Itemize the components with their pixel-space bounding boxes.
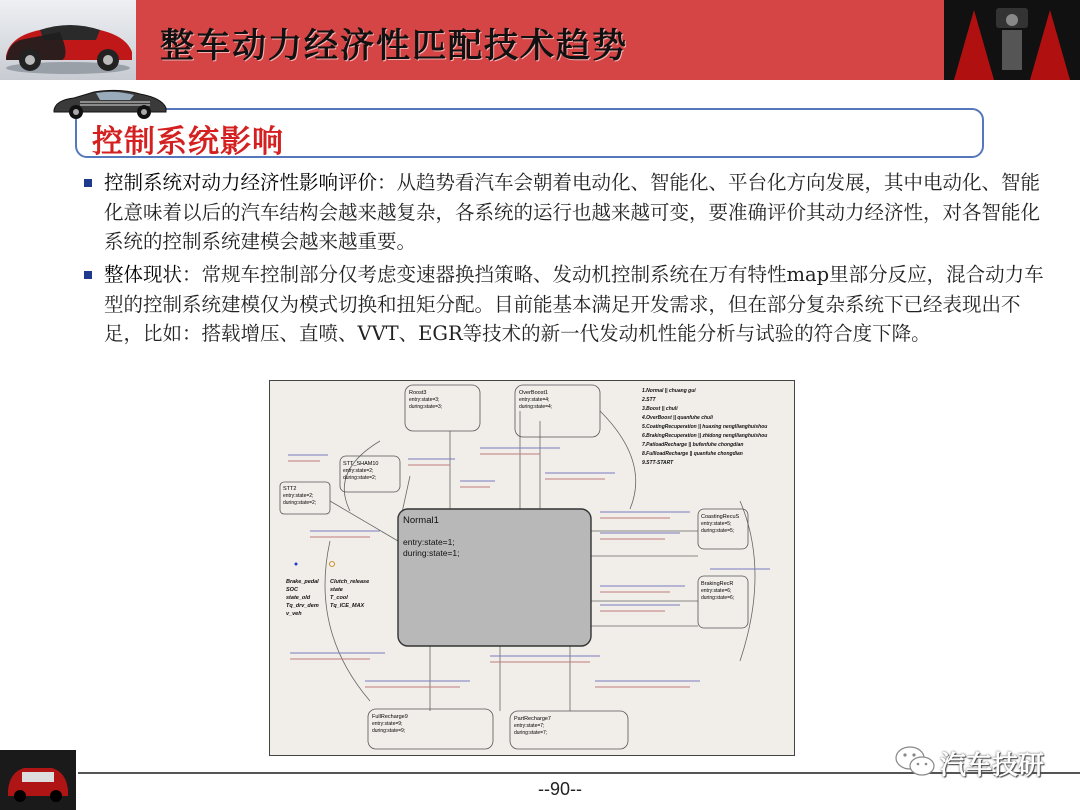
svg-text:6.BrakingRecuperation || zhid: 6.BrakingRecuperation || zhidong nengllianghuishou	[642, 433, 768, 439]
svg-text:during:state=5;: during:state=5;	[701, 528, 735, 534]
state-box-fullrecharge	[368, 709, 493, 749]
state-entry: entry:state=1;	[403, 537, 455, 547]
state-during: during:state=1;	[403, 548, 460, 558]
car-interior-photo-right	[944, 0, 1080, 80]
svg-text:1.Normal || chuang gui: 1.Normal || chuang gui	[642, 388, 696, 394]
svg-text:during:state=6;: during:state=6;	[701, 595, 735, 601]
sports-car-icon	[50, 84, 170, 120]
bullet-lead: 控制系统对动力经济性影响评价	[104, 171, 378, 194]
section-title: 控制系统影响	[92, 124, 284, 160]
svg-text:STT_SHAM10: STT_SHAM10	[343, 461, 379, 467]
svg-text:state: state	[330, 587, 343, 593]
svg-text:v_veh: v_veh	[286, 611, 302, 617]
default-transition-dot	[295, 563, 298, 566]
svg-text:Tq_drv_dem: Tq_drv_dem	[286, 603, 319, 609]
svg-text:Tq_ICE_MAX: Tq_ICE_MAX	[330, 603, 365, 609]
svg-text:BrakingRecR: BrakingRecR	[701, 581, 734, 587]
svg-text:T_cool: T_cool	[330, 595, 348, 601]
svg-text:5.CoatingRecuperation || huax: 5.CoatingRecuperation || huaxing nengllianghuishou	[642, 424, 768, 430]
svg-text:during:state=2;: during:state=2;	[283, 500, 317, 506]
svg-text:CoastingRecuS: CoastingRecuS	[701, 514, 740, 520]
svg-text:7.PatloadRecharge || bufenfuh: 7.PatloadRecharge || bufenfuhe chongdian	[642, 442, 744, 448]
bullet-body: ：从趋势看汽车会朝着电动化、智能化、平台化方向发展，其中电动化、智能化意味着以后的汽车结构会越来越复杂，各系统的运行也越来越可变，要准确评价其动力经济性，对各智能化系统的控制系统建模会越来越重要。	[104, 171, 1041, 253]
page-number: --90--	[538, 779, 582, 799]
bullet-item	[84, 168, 1056, 257]
svg-text:entry:state=9;: entry:state=9;	[372, 721, 403, 727]
svg-text:during:state=2;: during:state=2;	[343, 475, 377, 481]
input-variables	[286, 579, 369, 617]
bullet-marker	[84, 271, 92, 279]
bullet-item	[84, 260, 1056, 349]
svg-text:9.STT-START: 9.STT-START	[642, 460, 674, 466]
bullet-body: ：常规车控制部分仅考虑变速器换挡策略、发动机控制系统在万有特性map里部分反应，混合动力车型的控制系统建模仅为模式切换和扭矩分配。目前能基本满足开发需求，但在部分复杂系统下已经表现出不足，比如：搭载增压、直喷、VVT、EGR等技术的新一代发动机性能分析与试验的符合度下降。	[104, 263, 1044, 345]
svg-text:8.FullloadRecharge || quanfuh: 8.FullloadRecharge || quanfuhe chongdian	[642, 451, 743, 457]
svg-text:SOC: SOC	[286, 587, 298, 593]
svg-text:PartRecharge7: PartRecharge7	[514, 716, 551, 722]
car-photo-footer	[0, 750, 76, 810]
svg-text:Clutch_release: Clutch_release	[330, 579, 370, 585]
svg-text:entry:state=6;: entry:state=6;	[701, 588, 732, 594]
state-box-braking	[698, 576, 748, 628]
svg-text:Roost3: Roost3	[409, 390, 427, 396]
state-box-stt	[340, 456, 400, 492]
svg-text:Brake_pedal: Brake_pedal	[286, 579, 319, 585]
mode-legend	[641, 388, 767, 466]
bullet-lead: 整体现状	[104, 263, 183, 286]
svg-text:2.STT: 2.STT	[642, 397, 656, 403]
svg-text:entry:state=7;: entry:state=7;	[514, 723, 545, 729]
state-box-overboost	[515, 385, 600, 437]
svg-text:entry:state=3;: entry:state=3;	[409, 397, 440, 403]
svg-text:during:state=7;: during:state=7;	[514, 730, 548, 736]
page-title: 整车动力经济性匹配技术趋势	[160, 26, 628, 66]
state-box-normal	[398, 509, 591, 646]
svg-text:3.Boost || chuli: 3.Boost || chuli	[642, 406, 678, 412]
state-box-coasting	[698, 509, 748, 549]
svg-text:entry:state=2;: entry:state=2;	[283, 493, 314, 499]
svg-text:during:state=4;: during:state=4;	[519, 404, 553, 410]
watermark-text: 汽车技研	[940, 751, 1045, 781]
svg-text:entry:state=4;: entry:state=4;	[519, 397, 550, 403]
svg-text:state_old: state_old	[286, 595, 311, 601]
stateflow-diagram	[269, 380, 795, 756]
svg-text:FullRecharge9: FullRecharge9	[372, 714, 408, 720]
car-photo-left	[0, 0, 136, 80]
state-box-roost	[405, 385, 480, 431]
state-name: Normal1	[403, 515, 439, 526]
svg-text:entry:state=2;: entry:state=2;	[343, 468, 374, 474]
svg-text:during:state=9;: during:state=9;	[372, 728, 406, 734]
svg-text:entry:state=5;: entry:state=5;	[701, 521, 732, 527]
state-box-partload	[510, 711, 628, 749]
bullet-marker	[84, 179, 92, 187]
svg-text:OverBoost1: OverBoost1	[519, 390, 549, 396]
svg-text:STT2: STT2	[283, 486, 297, 492]
state-box-stt2	[280, 482, 330, 514]
junction-icon	[330, 562, 335, 567]
svg-text:4.OverBoost || quanfuhe chuli: 4.OverBoost || quanfuhe chuli	[642, 415, 713, 421]
svg-text:during:state=3;: during:state=3;	[409, 404, 443, 410]
